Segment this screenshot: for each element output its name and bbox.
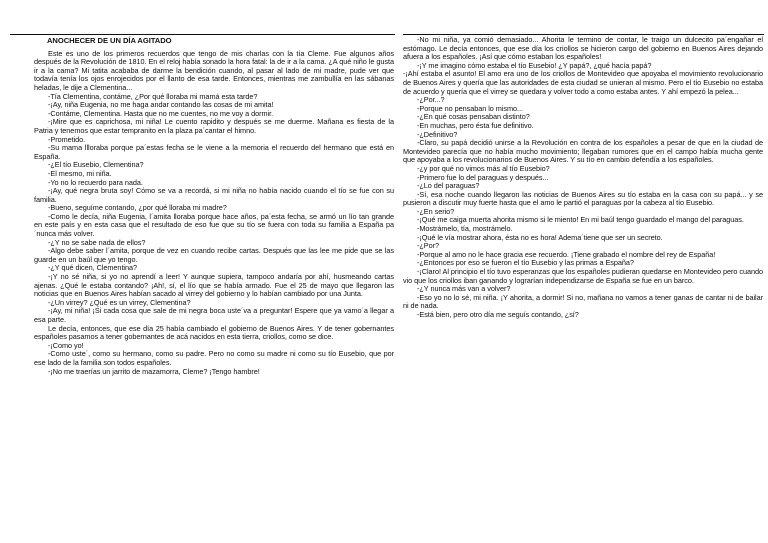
paragraph: -¿Definitivo? xyxy=(417,129,458,139)
left-column xyxy=(34,36,394,376)
paragraph: -Está bien, pero otro día me seguís contando, ¿sí? xyxy=(417,310,579,319)
paragraph: -¡Ay, mi niña! ¡Si cada cosa que sale de mi negra boca uste´va a preguntar! Espere que ya vamo´a llegar a esa parte. xyxy=(34,306,394,324)
paragraph: -Eso yo no lo sé, mi niña. ¡Y ahorita, a dormir! Si no, mañana no vamos a tener ganas de cantar ni de bailar ni de nada. xyxy=(403,292,763,311)
paragraph: -¡Claro! Al principio el tío tuvo esperanzas que los españoles pudieran quedarse en Montevideo pero cuando vio que los criollos iban ganando y lograrían independizarse de España se fue en un barco. xyxy=(403,267,763,285)
paragraph: -¿Por...? xyxy=(417,95,445,105)
paragraph: Este es uno de los primeros recuerdos que tengo de mis charlas con la tía Cleme. Fue algunos años después de la Revolución de 1810. En el reloj había sonado la hora fatal: la de ir a la cama. ¿A qué niño le gusta ir a la cama? Mi tatita acababa de darme la bendición cuando, al pasar al lado de mi madre, pude ver que todavía tenía los ojos enrojecidos por el llanto de esa tarde. Entonces, mientras me zambullía en las sábanas heladas, le dije a Clementina... xyxy=(34,48,394,92)
paragraph: -¡Qué me caiga muerta ahorita mismo si le miento! En mi baúl tengo guardado el mango del paraguas. xyxy=(417,215,744,225)
paragraph: -¿Un virrey? ¿Qué es un virrey, Clementina? xyxy=(48,297,191,307)
paragraph: -¡Qué le vía mostrar ahora, ésta no es hora! Adema´tiene que ser un secreto. xyxy=(417,232,663,242)
paragraph: -¿Lo del paraguas? xyxy=(417,181,480,191)
top-rule-left xyxy=(10,34,395,35)
paragraph: -Como le decía, niña Eugenia, l´amita lloraba porque hace años, pa´esta fecha, se armó un lío tan grande en este país y en esta casa que el resultado de eso fue que su tío se fuera con toda su familia a España pa´nunca más volver. xyxy=(34,211,394,239)
paragraph: -Porque al amo no le hace gracia ese recuerdo. ¡Tiene grabado el nombre del rey de España! xyxy=(417,249,716,259)
paragraph: -¿En qué cosas pensaban distinto? xyxy=(417,112,530,122)
paragraph: -¡Ay, niña Eugenia, no me haga andar contando las cosas de mi amita! xyxy=(48,100,274,110)
paragraph: -¡Ay, qué negra bruta soy! Cómo se va a recordá, si mi niña no había nacido cuando el tío se fue con su familia. xyxy=(34,186,394,204)
paragraph: -Primero fue lo del paraguas y después... xyxy=(417,172,549,182)
paragraph: Le decía, entonces, que ese día 25 había cambiado el gobierno de Buenos Aires. Y de tener gobernantes españoles pasamos a tener gobernantes de acá nacidos en esta tierra, criollos, como se dice. xyxy=(34,323,394,342)
paragraph: -¿y por qué no vimos más al tío Eusebio? xyxy=(417,163,550,173)
paragraph: -El mesmo, mi niña. xyxy=(48,168,112,178)
paragraph: -Porque no pensaban lo mismo... xyxy=(417,103,523,113)
paragraph: -¿En serio? xyxy=(417,206,455,216)
paragraph: -¿Entonces por eso se fueron el tío Eusebio y las primas a España? xyxy=(417,258,634,268)
paragraph: -¿Por? xyxy=(417,241,440,251)
paragraph: -¡Y no sé niña, si yo no aprendí a leer! Y aunque supiera, tampoco andaría por ahí, husmeando cartas ajenas. ¿Qué le estaba contando? ¡Ah!, sí, el lío que se había armado. Fue el 25 de mayo que llegaron las noticias que en Buenos Aires habían sacado al virrey del gobierno y lo habían cambiado por una Junta. xyxy=(34,272,394,299)
paragraph: -Algo debe saber l´amita, porque de vez en cuando recibe cartas. Después que las lee me pide que se las guarde en un baúl que yo tengo. xyxy=(34,246,394,264)
paragraph: -Su mama llloraba porque pa´estas fecha se le viene a la memoria el recuerdo del hermano que está en España. xyxy=(34,143,394,161)
story-title: ANOCHECER DE UN DÍA AGITADO xyxy=(47,36,172,45)
paragraph: -No mi niña, ya comió demasiado... Ahorita le termino de contar, le traigo un dulcecito pa´engañar el estómago. Le decía entonces, que ese día los criollos se hicieron cargo del gobierno en Buenos Aires dejando afuera a los españoles. ¡Así que cómo estaban los españoles! xyxy=(403,35,763,62)
paragraph: -Yo no lo recuerdo para nada. xyxy=(48,177,143,187)
paragraph: -¡Mire que es caprichosa, mi niña! Le cuento rapidito y después se me duerme. Mañana es fiesta de la Patria y tenemos que estar tempranito en la plaza pa´cantar el himno. xyxy=(34,117,394,135)
right-column xyxy=(403,36,763,320)
left-column-body xyxy=(34,50,394,377)
paragraph: -Contáme, Clementina. Hasta que no me cuentes, no me voy a dormir. xyxy=(48,108,274,118)
right-column-body xyxy=(403,36,763,320)
paragraph: -Bueno, seguíme contando, ¿por qué lloraba mi madre? xyxy=(48,203,227,213)
paragraph: -Como uste´, como su hermano, como su padre. Pero no como su madre ni como su tío Eusebio, que por ese lado de la familia son todos españoles. xyxy=(34,349,394,367)
paragraph: -¡No me traerías un jarrito de mazamorra, Cleme? ¡Tengo hambre! xyxy=(48,366,260,376)
paragraph: -Sí, esa noche cuando llegaron las noticias de Buenos Aires su tío estaba en la casa con su papá... y se pusieron a discutir muy fuerte hasta que el amo le partió el paraguas por la cabeza al tío Eusebio. xyxy=(403,189,763,208)
paragraph: -¿Y nunca más van a volver? xyxy=(417,284,511,294)
paragraph: -¡Como yo! xyxy=(48,340,84,350)
paragraph: -¿Y qué dicen, Clementina? xyxy=(48,263,138,273)
paragraph: -¡Ahí estaba el asunto! El amo era uno de los criollos de Montevideo que apoyaba el movimiento revolucionario de Buenos Aires y quería que las autoridades de esta ciudad se unieran al mismo. Pero el tío Eusebio no estaba de acuerdo y quería que el virrey se quedara y volver todo a como estaba antes. Y ahí empezó la pelea... xyxy=(403,69,763,96)
paragraph: -¿Y no se sabe nada de ellos? xyxy=(48,237,146,247)
paragraph: -Prometido. xyxy=(48,134,86,144)
paragraph: -Tía Clementina, contáme, ¿Por qué lloraba mi mamá esta tarde? xyxy=(48,91,258,101)
paragraph: -En muchas, pero ésta fue definitivo. xyxy=(417,120,534,130)
paragraph: -¿El tío Eusebio, Clementina? xyxy=(48,160,144,170)
paragraph: -Mostrámelo, tía, mostrámelo. xyxy=(417,224,513,234)
paragraph: -Claro, su papá decidió unirse a la Revolución en contra de los españoles a pesar de que en la ciudad de Montevideo parecía que no había mucho movimiento; llegaban rumores que en el campo había mucha gente que apoyaba a los revolucionarios de Buenos Aires. Y su tío en cambio defendía a los españoles. xyxy=(403,138,763,165)
paragraph: -¡Y me imagino cómo estaba el tío Eusebio! ¿Y papá?, ¿qué hacía papá? xyxy=(417,60,652,70)
